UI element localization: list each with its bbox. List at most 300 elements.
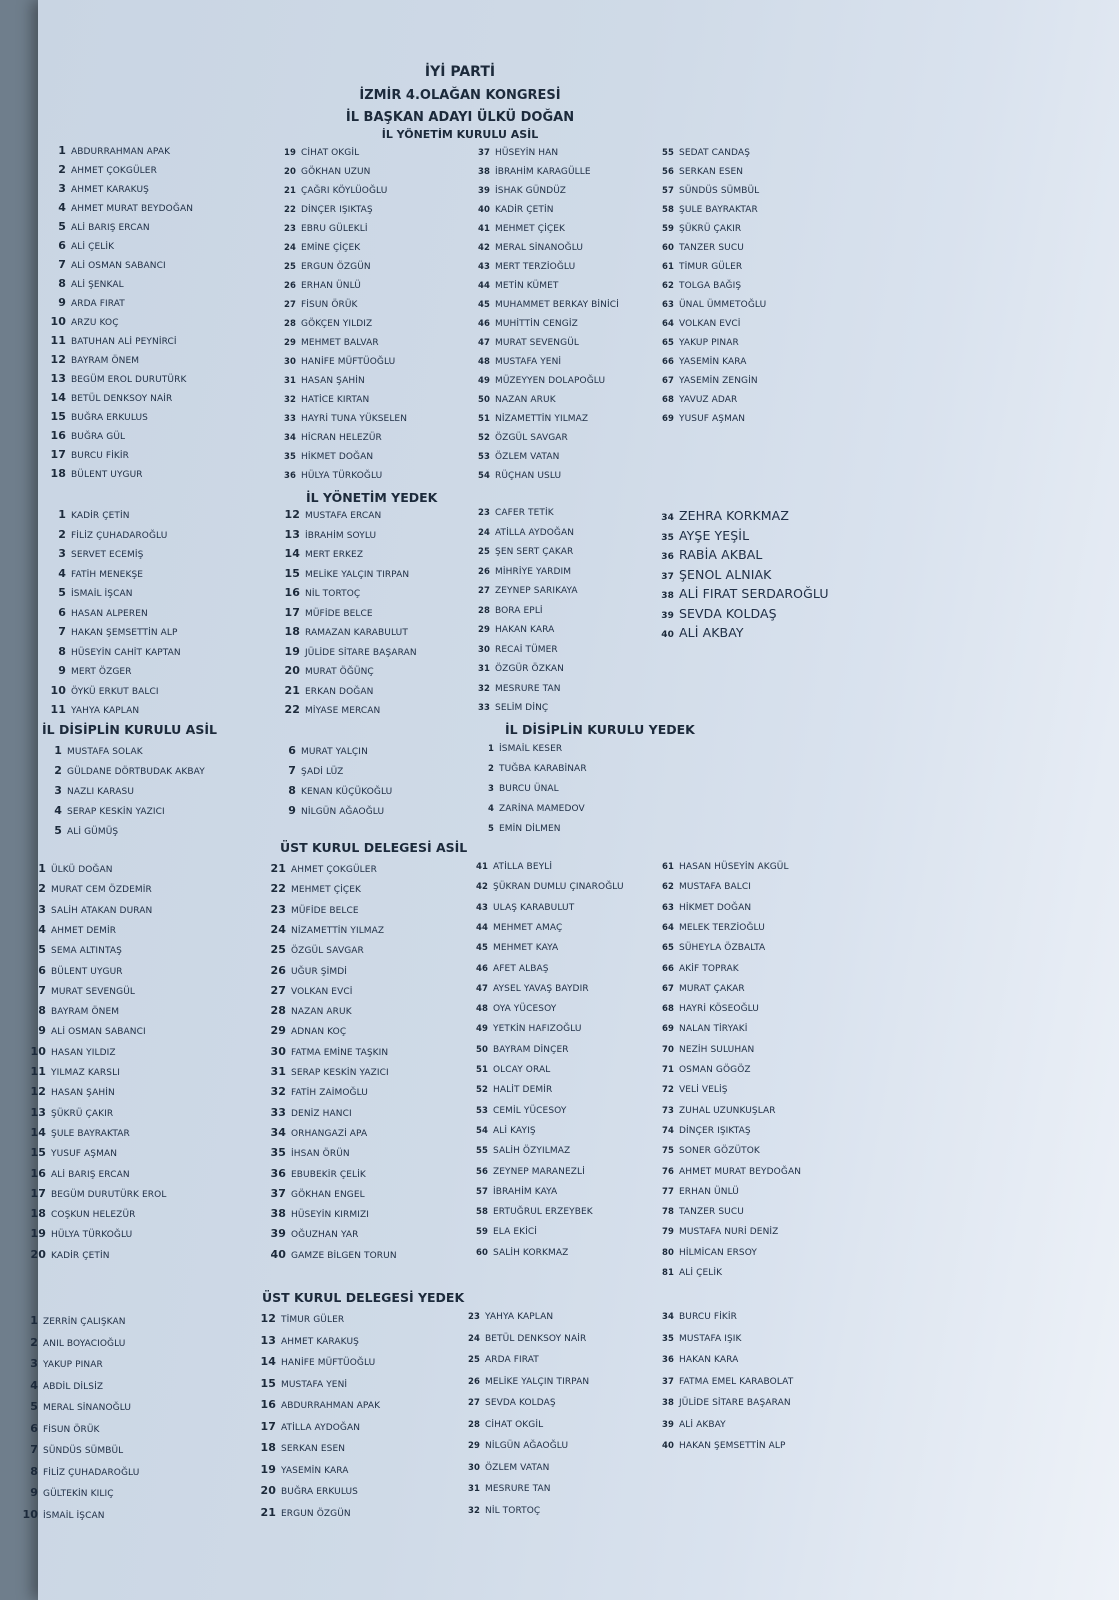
list-item xyxy=(258,964,347,977)
list-item xyxy=(18,923,116,936)
list-item-number: 56 xyxy=(475,1166,488,1177)
list-item-name: MUHAMMET BERKAY BİNİCİ xyxy=(495,300,619,310)
list-item-number: 70 xyxy=(661,1044,674,1055)
list-item xyxy=(10,1443,123,1456)
list-item-number: 8 xyxy=(288,784,296,797)
list-item-name: SERAP KESKİN YAZICI xyxy=(291,1068,389,1078)
list-item-name: AHMET MURAT BEYDOĞAN xyxy=(71,204,194,214)
list-item xyxy=(650,1126,751,1136)
list-item xyxy=(18,984,135,997)
list-item xyxy=(258,1207,369,1220)
list-item-name: MERT ERKEZ xyxy=(305,550,364,560)
list-item-number: 65 xyxy=(661,943,674,954)
list-item xyxy=(38,625,178,638)
list-item xyxy=(650,1441,786,1451)
list-item-number: 32 xyxy=(477,683,490,694)
list-item-number: 53 xyxy=(475,1105,488,1116)
list-item xyxy=(18,1024,146,1037)
list-item-number: 41 xyxy=(477,224,490,234)
list-item-name: VELİ VELİŞ xyxy=(679,1085,728,1096)
list-item-name: FİLİZ ÇUHADAROĞLU xyxy=(71,530,168,541)
list-item xyxy=(272,528,376,541)
list-item-number: 19 xyxy=(30,1227,46,1241)
list-item-number: 51 xyxy=(477,414,490,424)
list-item-name: MUSTAFA NURİ DENİZ xyxy=(679,1227,779,1238)
list-item xyxy=(38,239,114,252)
list-item-name: HASAN HÜSEYİN AKGÜL xyxy=(679,862,789,872)
list-item xyxy=(650,1227,778,1237)
list-item-name: GÖKHAN ENGEL xyxy=(291,1189,365,1200)
list-item-number: 9 xyxy=(288,804,296,817)
list-item xyxy=(650,1398,791,1408)
list-item xyxy=(38,163,157,176)
list-item xyxy=(466,433,568,443)
list-item xyxy=(272,508,381,521)
list-item xyxy=(258,1065,389,1078)
list-item-name: ŞULE BAYRAKTAR xyxy=(51,1128,130,1139)
list-item-name: ERGUN ÖZGÜN xyxy=(301,262,371,272)
list-item xyxy=(272,395,369,405)
list-item-name: İHSAN ÖRÜN xyxy=(291,1149,350,1160)
list-item xyxy=(258,1106,352,1119)
list-item xyxy=(268,784,392,797)
list-item-name: ORHANGAZİ APA xyxy=(291,1128,368,1139)
list-item-name: KADİR ÇETİN xyxy=(51,1250,110,1261)
list-item-name: BETÜL DENKSOY NAİR xyxy=(485,1333,587,1344)
list-item xyxy=(258,903,359,916)
list-item-number: 39 xyxy=(661,1419,674,1430)
list-item xyxy=(38,467,143,480)
list-item xyxy=(10,1486,114,1499)
list-item xyxy=(650,1355,738,1365)
list-item-number: 13 xyxy=(30,1105,46,1119)
list-item-number: 49 xyxy=(477,376,490,386)
list-item-number: 27 xyxy=(283,300,296,310)
list-item-number: 21 xyxy=(284,683,300,697)
list-item-name: HİKMET DOĞAN xyxy=(679,902,752,913)
list-item-number: 5 xyxy=(58,220,66,233)
list-item-name: MUSTAFA IŞIK xyxy=(679,1333,742,1344)
list-item-number: 7 xyxy=(30,1443,38,1456)
list-item-number: 26 xyxy=(467,1376,480,1387)
list-item-name: GÜLTEKİN KILIÇ xyxy=(43,1489,114,1499)
list-item-name: ŞÜKRÜ ÇAKIR xyxy=(679,224,742,234)
list-item xyxy=(464,1024,582,1034)
list-item-number: 21 xyxy=(270,862,286,875)
list-item-name: EBUBEKİR ÇELİK xyxy=(291,1169,366,1180)
list-item xyxy=(38,353,139,366)
list-item-number: 59 xyxy=(475,1227,488,1238)
list-item xyxy=(456,1312,553,1322)
list-item-number: 20 xyxy=(284,664,300,677)
list-item xyxy=(272,186,387,196)
list-item xyxy=(466,547,573,557)
list-item-name: ALİ AKBAY xyxy=(679,1419,726,1430)
list-item xyxy=(38,567,143,580)
list-item-number: 74 xyxy=(661,1125,674,1136)
list-item-number: 34 xyxy=(270,1125,286,1139)
list-item-name: BUĞRA ERKULUS xyxy=(71,413,148,423)
list-item-name: RECAİ TÜMER xyxy=(495,644,558,655)
list-item xyxy=(466,414,588,424)
list-item-name: HALİT DEMİR xyxy=(493,1085,553,1096)
section-yonetim-yedek: İL YÖNETİM YEDEK xyxy=(306,490,438,505)
list-item-number: 47 xyxy=(475,983,488,994)
list-item xyxy=(38,606,148,619)
list-item xyxy=(272,357,395,367)
list-item-number: 66 xyxy=(661,357,674,367)
list-item xyxy=(650,882,751,892)
list-item-number: 77 xyxy=(661,1186,674,1197)
list-item xyxy=(650,1248,757,1258)
list-item-number: 34 xyxy=(661,1312,674,1322)
list-item xyxy=(38,448,129,461)
list-item-name: HANİFE MÜFTÜOĞLU xyxy=(281,1358,376,1368)
list-item-number: 13 xyxy=(260,1333,276,1347)
list-item-name: BURCU ÜNAL xyxy=(499,784,559,794)
list-item-name: HİKMET DOĞAN xyxy=(301,452,374,462)
list-item xyxy=(38,684,159,697)
list-item-name: ZEHRA KORKMAZ xyxy=(679,508,789,523)
list-item xyxy=(34,764,205,777)
list-item xyxy=(466,586,578,596)
list-item-number: 47 xyxy=(477,338,490,348)
list-item-number: 61 xyxy=(661,262,674,272)
list-item xyxy=(650,376,758,386)
list-item-name: İBRAHİM SOYLU xyxy=(305,530,377,541)
list-item-number: 21 xyxy=(260,1505,276,1519)
list-item xyxy=(650,186,759,196)
list-item xyxy=(466,262,575,272)
list-item-number: 10 xyxy=(50,683,66,697)
list-item-name: MEHMET ÇİÇEK xyxy=(291,885,362,896)
list-item-number: 68 xyxy=(661,1004,674,1015)
list-item xyxy=(18,1146,117,1159)
list-item-name: MUSTAFA YENİ xyxy=(281,1379,348,1390)
list-item-name: ZARİNA MAMEDOV xyxy=(499,804,585,814)
list-item-number: 33 xyxy=(477,703,490,713)
list-item-number: 72 xyxy=(661,1085,674,1096)
list-item xyxy=(18,1085,115,1098)
list-item-number: 37 xyxy=(661,571,674,582)
list-item-name: SÜNDÜS SÜMBÜL xyxy=(679,186,760,196)
list-item-name: ZERRİN ÇALIŞKAN xyxy=(43,1317,126,1327)
list-item-number: 4 xyxy=(30,1378,38,1392)
section-disiplin-asil: İL DİSİPLİN KURULU ASİL xyxy=(42,722,217,737)
list-item xyxy=(650,300,766,310)
list-item-name: NİZAMETTİN YILMAZ xyxy=(495,414,589,424)
list-item-number: 9 xyxy=(38,1024,46,1038)
list-item xyxy=(272,205,373,215)
list-item-number: 19 xyxy=(260,1462,276,1476)
list-item xyxy=(38,586,133,599)
list-item-number: 3 xyxy=(30,1357,38,1370)
list-item xyxy=(650,281,741,291)
list-item-name: ŞADİ LÜZ xyxy=(301,767,344,777)
list-item-number: 16 xyxy=(260,1398,276,1411)
list-item-number: 34 xyxy=(661,513,674,523)
list-item-number: 5 xyxy=(38,943,46,957)
list-item-number: 40 xyxy=(477,205,490,215)
list-item-number: 15 xyxy=(30,1146,46,1160)
list-item xyxy=(38,258,166,271)
list-item xyxy=(38,220,150,233)
list-item xyxy=(258,1024,346,1037)
list-item-name: İBRAHİM KAYA xyxy=(493,1186,558,1197)
list-item-number: 9 xyxy=(58,296,66,309)
list-item xyxy=(650,262,742,272)
list-item-number: 4 xyxy=(58,201,66,214)
list-item-number: 41 xyxy=(475,862,488,872)
list-item-name: HÜLYA TÜRKOĞLU xyxy=(51,1230,133,1241)
list-item-number: 15 xyxy=(284,566,300,580)
list-item-name: ADNAN KOÇ xyxy=(291,1027,347,1038)
list-item-number: 38 xyxy=(661,1398,674,1408)
list-item xyxy=(464,1085,552,1095)
list-item-name: YASEMİN ZENGİN xyxy=(679,376,758,386)
list-item xyxy=(258,1004,352,1017)
list-item-number: 35 xyxy=(661,532,674,543)
list-item-name: MELİKE YALÇIN TIRPAN xyxy=(305,569,410,580)
list-item-number: 1 xyxy=(30,1314,38,1327)
list-item xyxy=(272,586,360,599)
list-item-name: YAKUP PINAR xyxy=(43,1360,103,1370)
list-item-name: TANZER SUCU xyxy=(679,243,744,253)
list-item xyxy=(650,1312,737,1322)
list-item-number: 20 xyxy=(260,1484,276,1497)
list-item xyxy=(38,703,139,716)
list-item-name: TANZER SUCU xyxy=(679,1207,744,1218)
list-item-name: JÜLİDE SİTARE BAŞARAN xyxy=(305,647,417,658)
list-item xyxy=(650,167,743,177)
list-item-name: MURAT ÖĞÜNÇ xyxy=(305,667,374,677)
list-item-number: 35 xyxy=(270,1146,286,1160)
list-item xyxy=(18,1187,166,1200)
list-item-number: 11 xyxy=(50,334,66,347)
list-item xyxy=(650,357,747,367)
list-item xyxy=(38,410,148,423)
list-item-name: İSMAİL İŞCAN xyxy=(43,1510,105,1521)
list-item-name: YASEMİN KARA xyxy=(679,357,747,367)
list-item-number: 35 xyxy=(661,1333,674,1344)
list-item-number: 62 xyxy=(661,281,674,291)
list-item-name: YASEMİN KARA xyxy=(281,1465,349,1476)
list-item-name: FATMA EMEL KARABOLAT xyxy=(679,1376,794,1387)
list-item-number: 8 xyxy=(58,277,66,290)
list-item-number: 3 xyxy=(58,182,66,195)
list-item-name: GÜLDANE DÖRTBUDAK AKBAY xyxy=(67,767,205,777)
list-item-number: 43 xyxy=(475,902,488,913)
list-item-name: MERT ÖZGER xyxy=(71,667,132,677)
list-item xyxy=(38,391,172,404)
list-item-number: 46 xyxy=(477,319,490,329)
congress-title: İZMİR 4.OLAĞAN KONGRESİ xyxy=(359,88,561,103)
list-item-number: 14 xyxy=(30,1125,46,1139)
list-item-name: HASAN ŞAHİN xyxy=(51,1088,115,1099)
list-item-name: AKİF TOPRAK xyxy=(679,963,739,974)
list-item-name: ALİ KAYIŞ xyxy=(493,1125,536,1136)
list-item-name: NİL TORTOÇ xyxy=(305,589,361,599)
list-item xyxy=(272,625,408,638)
list-item-number: 13 xyxy=(50,372,66,385)
list-item-name: HÜSEYİN KIRMIZI xyxy=(291,1210,370,1221)
list-item-name: MELİKE YALÇIN TIRPAN xyxy=(485,1376,590,1387)
list-item xyxy=(650,943,765,953)
list-item-number: 36 xyxy=(283,471,296,481)
list-item xyxy=(258,1126,367,1139)
list-item-number: 17 xyxy=(50,448,66,461)
list-item-number: 5 xyxy=(58,586,66,599)
list-item xyxy=(650,395,737,405)
list-item-number: 1 xyxy=(58,508,66,521)
list-item-number: 28 xyxy=(467,1419,480,1430)
list-item-name: ŞEN SERT ÇAKAR xyxy=(495,547,574,557)
list-item-name: ABDİL DİLSİZ xyxy=(43,1381,104,1392)
list-item xyxy=(470,824,561,834)
list-item-name: HAKAN ŞEMSETTİN ALP xyxy=(71,628,178,638)
list-item-name: SERVET ECEMİŞ xyxy=(71,550,144,560)
list-item xyxy=(258,923,384,936)
list-item-name: MİYASE MERCAN xyxy=(305,706,381,716)
list-item-number: 32 xyxy=(467,1505,480,1516)
list-item xyxy=(650,508,789,523)
list-item-name: MURAT ÇAKAR xyxy=(679,983,745,994)
list-item xyxy=(464,1227,537,1237)
list-item-name: BEGÜM EROL DURUTÜRK xyxy=(71,375,187,385)
list-item-number: 42 xyxy=(475,882,488,893)
list-item xyxy=(38,277,124,290)
list-item-name: SEVDA KOLDAŞ xyxy=(679,605,777,621)
list-item-name: TİMUR GÜLER xyxy=(281,1315,345,1325)
list-item-name: HİLMİCAN ERSOY xyxy=(679,1247,758,1258)
list-item-number: 26 xyxy=(270,963,286,977)
list-item-number: 40 xyxy=(661,1441,674,1451)
list-item-number: 61 xyxy=(661,862,674,872)
list-item-name: RAMAZAN KARABULUT xyxy=(305,628,408,638)
list-item xyxy=(466,508,554,518)
list-item-number: 6 xyxy=(58,239,66,252)
list-item-name: İSHAK GÜNDÜZ xyxy=(495,186,567,196)
list-item-number: 21 xyxy=(283,186,296,196)
list-item-number: 12 xyxy=(284,508,300,521)
list-item xyxy=(466,224,565,234)
list-item xyxy=(650,625,744,640)
list-item-name: MELEK TERZİOĞLU xyxy=(679,922,765,933)
list-item xyxy=(456,1484,551,1494)
list-item-name: AHMET ÇOKGÜLER xyxy=(291,865,377,875)
list-item-name: ATİLLA AYDOĞAN xyxy=(281,1422,361,1433)
list-item-number: 31 xyxy=(270,1065,286,1078)
list-item-number: 28 xyxy=(283,319,296,329)
list-item xyxy=(466,338,579,348)
list-item xyxy=(272,567,409,580)
list-item-name: BETÜL DENKSOY NAİR xyxy=(71,394,173,404)
list-item-name: BURCU FİKİR xyxy=(679,1312,738,1322)
list-item-number: 54 xyxy=(475,1125,488,1136)
list-item-name: SONER GÖZÜTOK xyxy=(679,1146,760,1157)
list-item xyxy=(650,1268,722,1278)
list-item-name: AFET ALBAŞ xyxy=(493,963,549,974)
list-item-name: HATİCE KIRTAN xyxy=(301,395,370,405)
list-item-name: ÖZGÜL SAVGAR xyxy=(495,433,568,443)
list-item xyxy=(272,243,360,253)
list-item xyxy=(10,1400,131,1413)
list-item-name: ALİ ÇELİK xyxy=(71,242,115,252)
list-item-number: 2 xyxy=(58,163,66,176)
list-item-name: SÜNDÜS SÜMBÜL xyxy=(43,1446,124,1456)
list-item-number: 26 xyxy=(477,566,490,577)
list-item-number: 2 xyxy=(58,527,66,541)
list-item-number: 30 xyxy=(467,1462,480,1473)
list-item-name: SALİH KORKMAZ xyxy=(493,1247,569,1258)
list-item-number: 37 xyxy=(270,1186,286,1200)
list-item xyxy=(650,224,741,234)
list-item-name: MUSTAFA SOLAK xyxy=(67,747,143,757)
list-item xyxy=(456,1355,539,1365)
list-item-number: 7 xyxy=(288,764,296,777)
list-item-name: ATİLLA BEYLİ xyxy=(493,862,553,872)
list-item xyxy=(464,1207,593,1217)
list-item-name: MUHİTTİN CENGİZ xyxy=(495,319,578,329)
list-item-number: 38 xyxy=(661,591,674,601)
list-item xyxy=(258,1146,350,1159)
list-item xyxy=(272,281,361,291)
list-item xyxy=(38,664,132,677)
list-item-number: 50 xyxy=(477,395,490,405)
list-item-name: YAVUZ ADAR xyxy=(679,395,738,405)
list-item xyxy=(466,148,558,158)
list-item-number: 1 xyxy=(54,744,62,757)
list-item-number: 1 xyxy=(58,144,66,157)
list-item-number: 12 xyxy=(30,1085,46,1099)
list-item-number: 33 xyxy=(270,1105,286,1119)
list-item xyxy=(464,1106,566,1116)
list-item-number: 29 xyxy=(270,1024,286,1038)
list-item-name: FATMA EMİNE TAŞKIN xyxy=(291,1047,389,1058)
list-item-name: ÖYKÜ ERKUT BALCI xyxy=(71,686,159,697)
list-item xyxy=(18,1248,110,1261)
list-item-name: MEHMET AMAÇ xyxy=(493,922,563,933)
list-item-number: 38 xyxy=(477,167,490,177)
list-item xyxy=(10,1336,125,1349)
list-item xyxy=(272,433,382,443)
list-item-name: MURAT SEVENGÜL xyxy=(51,986,136,997)
list-item-number: 57 xyxy=(661,186,674,196)
list-item-name: ÜNAL ÜMMETOĞLU xyxy=(679,300,767,310)
list-item-name: FİLİZ ÇUHADAROĞLU xyxy=(43,1467,140,1478)
list-item-number: 6 xyxy=(30,1421,38,1435)
list-item-number: 67 xyxy=(661,376,674,386)
list-item xyxy=(258,1248,397,1261)
list-item-number: 29 xyxy=(283,338,296,348)
list-item xyxy=(272,338,379,348)
list-item-number: 13 xyxy=(284,527,300,541)
list-item-number: 44 xyxy=(477,281,490,291)
list-item-number: 10 xyxy=(30,1044,46,1058)
list-item xyxy=(466,703,548,713)
list-item-name: NİL TORTOÇ xyxy=(485,1505,541,1516)
list-item-name: ARDA FIRAT xyxy=(71,299,125,309)
list-item-number: 30 xyxy=(283,357,296,367)
list-item xyxy=(470,784,559,794)
list-item-number: 23 xyxy=(467,1312,480,1322)
list-item xyxy=(464,1187,557,1197)
list-item-number: 52 xyxy=(475,1085,488,1096)
list-item xyxy=(38,144,170,157)
list-item xyxy=(272,148,359,158)
list-item xyxy=(456,1377,589,1387)
list-item-name: MEHMET KAYA xyxy=(493,943,559,954)
